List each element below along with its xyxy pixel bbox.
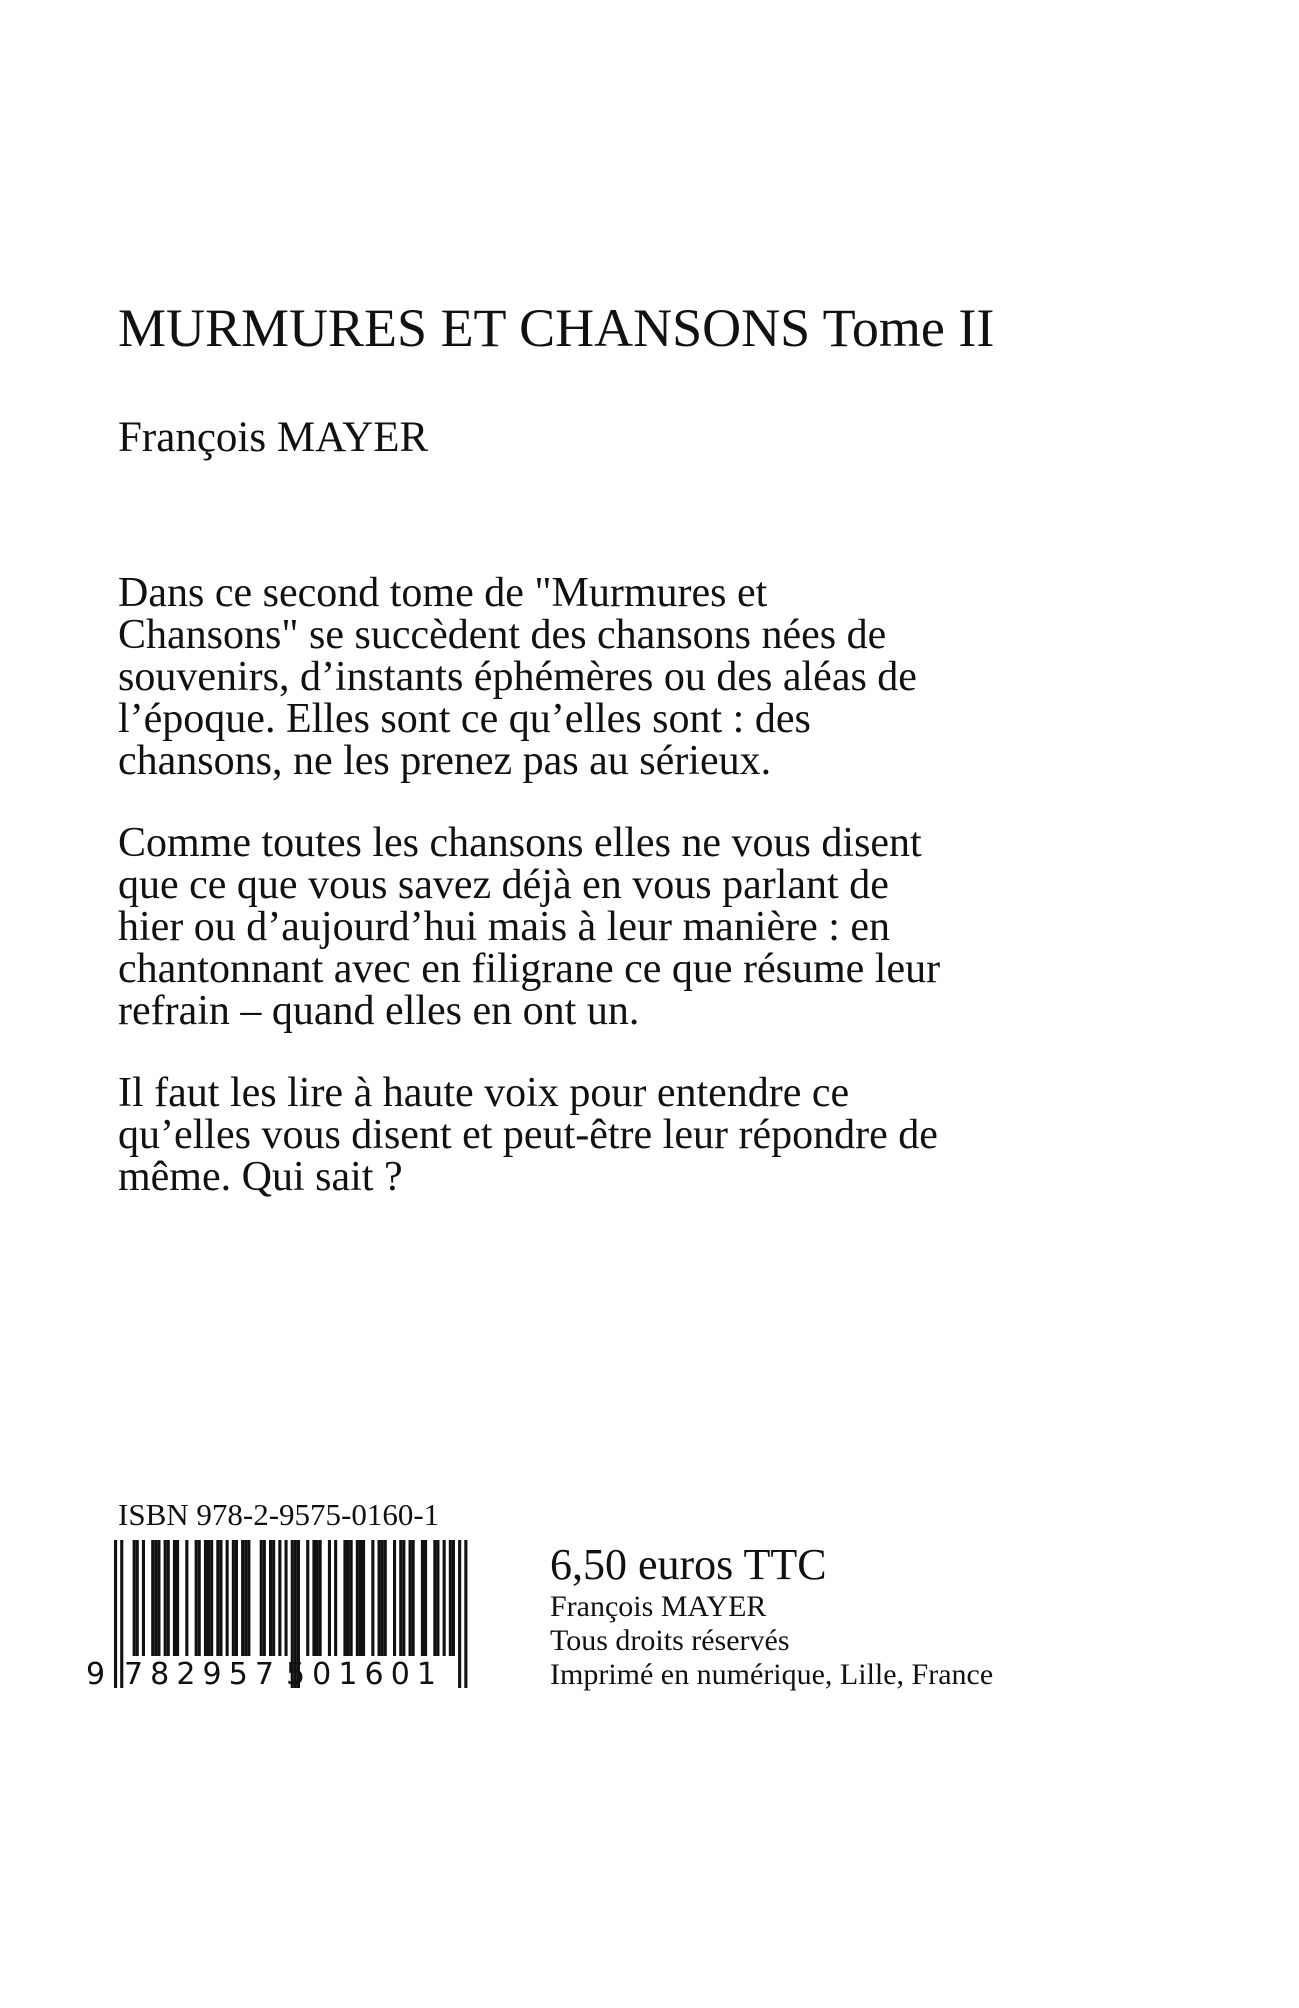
price: 6,50 euros TTC: [550, 1540, 827, 1589]
barcode-bar: [449, 1540, 452, 1656]
barcode-right-digits: 501601: [286, 1657, 436, 1690]
barcode-bar: [452, 1540, 455, 1656]
barcode-bar: [114, 1540, 117, 1688]
barcode-bar: [263, 1540, 266, 1656]
barcode-bar: [371, 1540, 374, 1656]
barcode-bar: [216, 1540, 219, 1656]
barcode-bar: [285, 1540, 288, 1656]
barcode-bar: [120, 1540, 123, 1688]
publication-info: [550, 1540, 993, 1692]
barcode-bar: [316, 1540, 319, 1656]
book-title: MURMURES ET CHANSONS Tome II: [118, 298, 995, 358]
barcode-bar: [219, 1540, 222, 1656]
barcode-bar: [198, 1540, 201, 1656]
barcode-bar: [185, 1540, 188, 1656]
barcode-bar: [235, 1540, 238, 1656]
barcode-bar: [356, 1540, 359, 1656]
barcode-bar: [164, 1540, 167, 1656]
blurb-paragraph: Dans ce second tome de "Murmures et Chansons" se succèdent des chansons nées de souvenirs, d’instants éphémères ou des aléas de l’époque. Elles sont ce qu’elles sont : des chansons, ne les prenez pas au sérieux.: [118, 570, 917, 784]
barcode-bar: [269, 1540, 272, 1656]
barcode-bar: [151, 1540, 154, 1656]
barcode-bar: [334, 1540, 337, 1656]
barcode-bar: [154, 1540, 157, 1656]
barcode-bar: [319, 1540, 322, 1656]
barcode-left-digits: 782957: [124, 1657, 274, 1690]
barcode-lead-digit: 9: [86, 1657, 106, 1690]
barcode-bar: [173, 1540, 176, 1656]
barcode-bar: [409, 1540, 412, 1656]
barcode-bar: [247, 1540, 250, 1656]
barcode-bar: [350, 1540, 353, 1656]
barcode-bar: [412, 1540, 415, 1656]
isbn-barcode: [78, 1540, 468, 1690]
barcode-bar: [424, 1540, 427, 1656]
printing-location: Imprimé en numérique, Lille, France: [550, 1658, 994, 1691]
barcode-bar: [359, 1540, 362, 1656]
barcode-bar: [142, 1540, 145, 1656]
barcode-digits: [86, 1657, 436, 1690]
barcode-bar: [347, 1540, 350, 1656]
barcode-bar: [378, 1540, 381, 1656]
barcode-graphic: [78, 1540, 468, 1690]
barcode-bar: [260, 1540, 263, 1656]
barcode-bar: [312, 1540, 315, 1656]
blurb-paragraph: Il faut les lire à haute voix pour entendre ce qu’elles vous disent et peut-être leur répondre de même. Qui sait ?: [118, 1070, 938, 1200]
barcode-bar: [244, 1540, 247, 1656]
barcode-bar: [458, 1540, 461, 1688]
barcode-bar: [207, 1540, 210, 1656]
barcode-bar: [241, 1540, 244, 1656]
barcode-bar: [362, 1540, 365, 1656]
barcode-bar: [167, 1540, 170, 1656]
blurb-paragraph: Comme toutes les chansons elles ne vous disent que ce que vous savez déjà en vous parlant de hier ou d’aujourd’hui mais à leur manière : en chantonnant avec en filigrane ce que résume leur refrain – quand elles en ont un.: [118, 820, 941, 1034]
barcode-bar: [232, 1540, 235, 1656]
barcode-bar: [204, 1540, 207, 1656]
barcode-bar: [157, 1540, 160, 1656]
barcode-bar: [343, 1540, 346, 1656]
barcode-bar: [272, 1540, 275, 1656]
barcode-bar: [195, 1540, 198, 1656]
barcode-bar: [176, 1540, 179, 1656]
barcode-bar: [381, 1540, 384, 1656]
barcode-bar: [133, 1540, 136, 1656]
barcode-bar: [328, 1540, 331, 1656]
publisher-name: François MAYER: [550, 1590, 767, 1623]
barcode-bar: [278, 1540, 281, 1656]
barcode-bar: [384, 1540, 387, 1656]
barcode-bar: [402, 1540, 405, 1656]
barcode-bar: [421, 1540, 424, 1656]
barcode-bar: [443, 1540, 446, 1656]
barcode-bar: [306, 1540, 309, 1656]
barcode-bar: [136, 1540, 139, 1656]
book-author: François MAYER: [118, 414, 429, 461]
rights-notice: Tous droits réservés: [550, 1624, 790, 1657]
barcode-bar: [393, 1540, 396, 1656]
barcode-bar: [399, 1540, 402, 1656]
barcode-bar: [226, 1540, 229, 1656]
barcode-bar: [436, 1540, 439, 1656]
back-cover-blurb: [118, 572, 958, 1238]
barcode-bar: [210, 1540, 213, 1656]
barcode-bar: [464, 1540, 467, 1688]
barcode-bar: [433, 1540, 436, 1656]
isbn-label: ISBN 978-2-9575-0160-1: [118, 1497, 440, 1532]
